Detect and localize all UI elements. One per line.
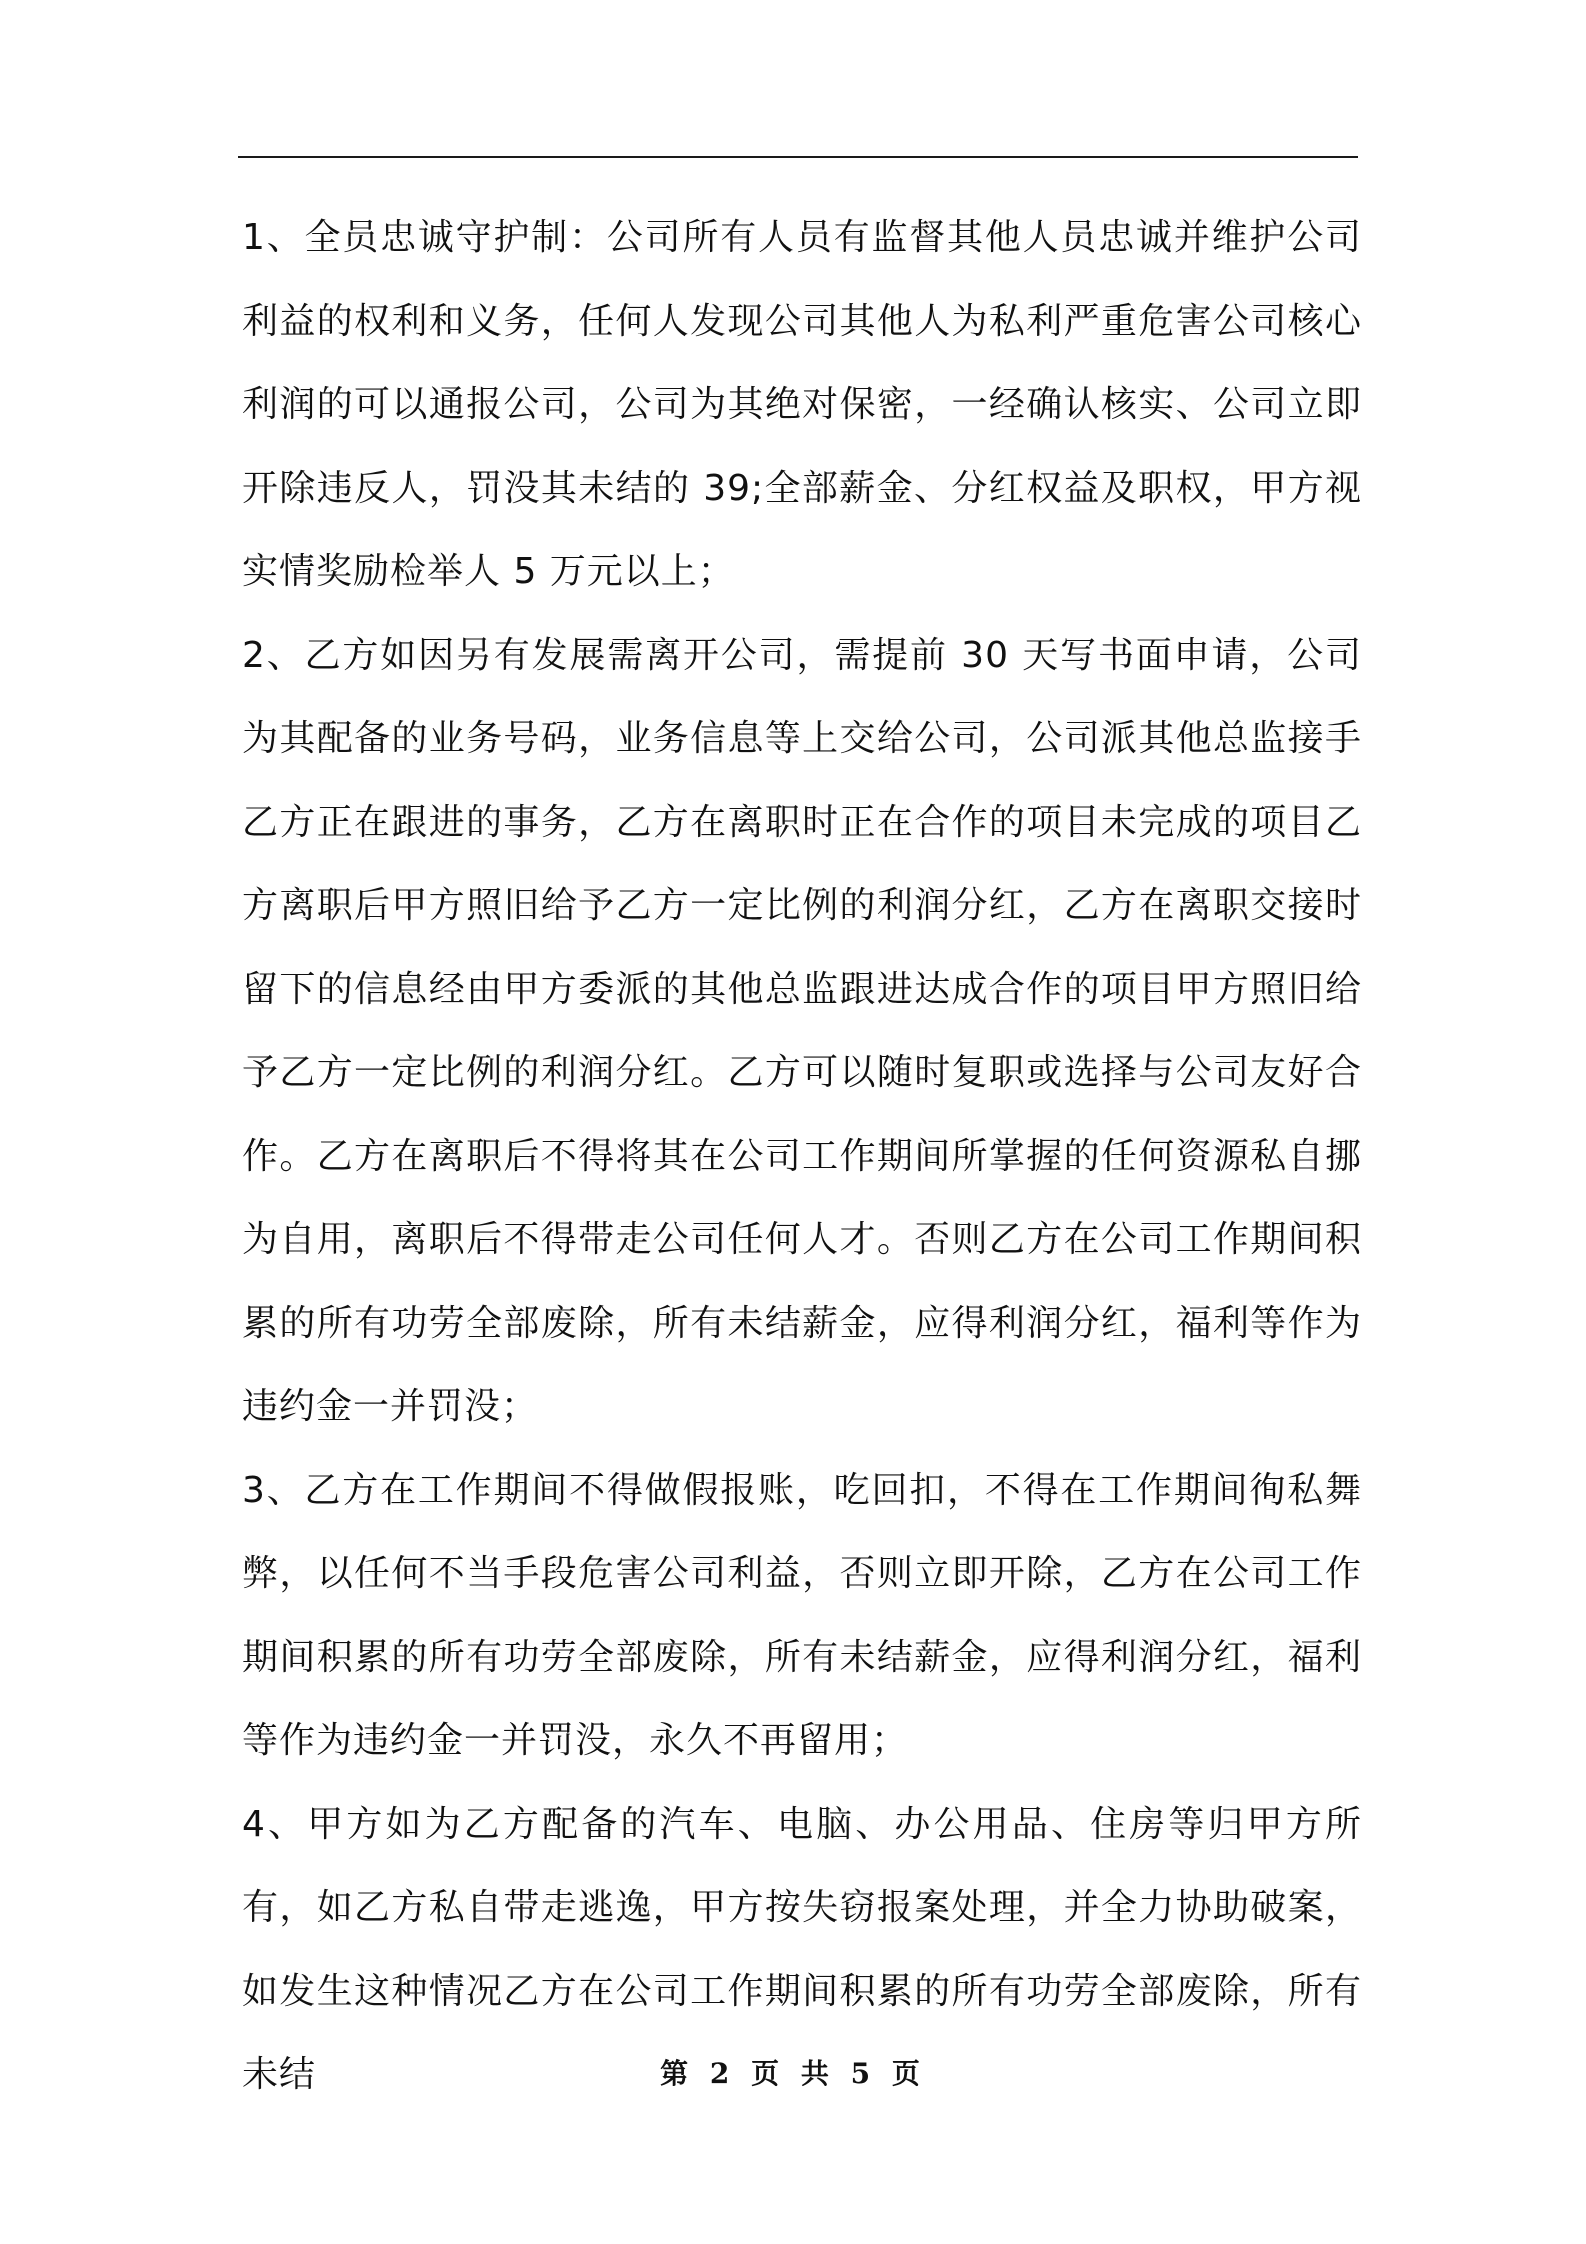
header-rule bbox=[238, 156, 1358, 158]
clause-1: 1、全员忠诚守护制：公司所有人员有监督其他人员忠诚并维护公司利益的权利和义务，任何人发现公司其他人为私利严重危害公司核心利润的可以通报公司，公司为其绝对保密，一经确认核实、公司立即开除违反人，罚没其未结的 39;全部薪金、分红权益及职权，甲方视实情奖励检举人 5 万元以上； bbox=[242, 217, 1362, 592]
clause-3: 3、乙方在工作期间不得做假报账，吃回扣，不得在工作期间徇私舞弊，以任何不当手段危害公司利益，否则立即开除，乙方在公司工作期间积累的所有功劳全部废除，所有未结薪金，应得利润分红，福利等作为违约金一并罚没，永久不再留用； bbox=[242, 1469, 1362, 1761]
clause-4: 4、甲方如为乙方配备的汽车、电脑、办公用品、住房等归甲方所有，如乙方私自带走逃逸，甲方按失窃报案处理，并全力协助破案，如发生这种情况乙方在公司工作期间积累的所有功劳全部废除，所有未结 bbox=[242, 1803, 1362, 2095]
page-number: 第 2 页 共 5 页 bbox=[660, 2057, 926, 2090]
clause-2: 2、乙方如因另有发展需离开公司，需提前 30 天写书面申请，公司为其配备的业务号码，业务信息等上交给公司，公司派其他总监接手乙方正在跟进的事务，乙方在离职时正在合作的项目未完成的项目乙方离职后甲方照旧给予乙方一定比例的利润分红，乙方在离职交接时留下的信息经由甲方委派的其他总监跟进达成合作的项目甲方照旧给予乙方一定比例的利润分红。乙方可以随时复职或选择与公司友好合作。乙方在离职后不得将其在公司工作期间所掌握的任何资源私自挪为自用，离职后不得带走公司任何人才。否则乙方在公司工作期间积累的所有功劳全部废除，所有未结薪金，应得利润分红，福利等作为违约金一并罚没； bbox=[242, 634, 1362, 1427]
document-body bbox=[242, 196, 1362, 2117]
